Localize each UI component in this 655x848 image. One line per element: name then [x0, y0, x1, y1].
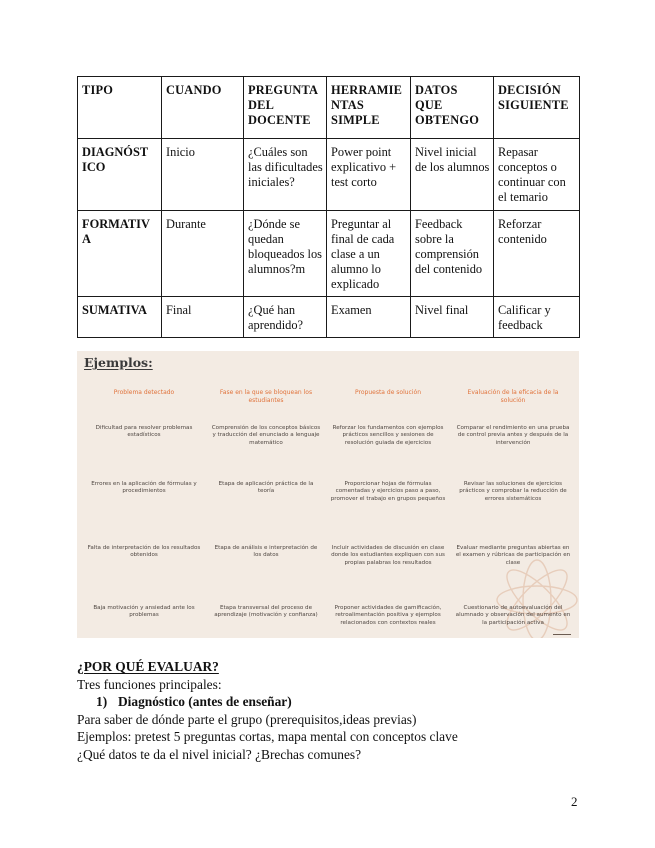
examples-cell: Evaluar mediante preguntas abiertas en el examen y rúbricas de participación en clase: [455, 545, 571, 566]
examples-title: Ejemplos:: [84, 355, 153, 370]
header-datos: DATOS QUE OBTENGO: [411, 77, 494, 139]
header-decision: DECISIÓN SIGUIENTE: [494, 77, 580, 139]
examples-cell: Dificultad para resolver problemas estadísticos: [95, 425, 193, 439]
header-pregunta: PREGUNTA DEL DOCENTE: [244, 77, 327, 139]
cell-pregunta: ¿Dónde se quedan bloqueados los alumnos?m: [244, 211, 327, 297]
cell-cuando: Inicio: [162, 139, 244, 211]
examples-header: Evaluación de la eficacia de la solución: [467, 389, 559, 404]
examples-cell: Proporcionar hojas de fórmulas comentadas y ejercicios paso a paso, promover el trabajo en grupos pequeños: [330, 481, 446, 502]
examples-cell: Proponer actividades de gamificación, retroalimentación positiva y ejemplos relacionados con contextos reales: [334, 605, 442, 626]
table-row: [78, 297, 580, 338]
decorative-line: [553, 634, 571, 636]
examples-cell: Etapa de aplicación práctica de la teoría: [218, 481, 314, 495]
body-text: [77, 658, 577, 764]
examples-header: Fase en la que se bloquean los estudiantes: [219, 389, 313, 404]
cell-herramientas: Preguntar al final de cada clase a un alumno lo explicado: [327, 211, 411, 297]
examples-cell: Cuestionario de autoevaluación del alumnado y observación del aumento en la participación activa: [455, 605, 571, 626]
header-herramientas: HERRAMIE NTAS SIMPLE: [327, 77, 411, 139]
cell-decision: Repasar conceptos o continuar con el temario: [494, 139, 580, 211]
cell-datos: Nivel final: [411, 297, 494, 338]
header-tipo: TIPO: [78, 77, 162, 139]
cell-tipo: FORMATIV A: [78, 211, 162, 297]
intro-line: Tres funciones principales:: [77, 676, 222, 692]
cell-cuando: Final: [162, 297, 244, 338]
table-row: [78, 139, 580, 211]
item-number: 1): [96, 694, 108, 710]
cell-tipo: DIAGNÓST ICO: [78, 139, 162, 211]
examples-header: Propuesta de solución: [355, 389, 421, 396]
examples-cell: Errores en la aplicación de fórmulas y procedimientos: [91, 481, 197, 495]
cell-tipo: SUMATIVA: [78, 297, 162, 338]
examples-cell: Reforzar los fundamentos con ejemplos prácticos sencillos y sesiones de resolución guiada de ejercicios: [332, 425, 444, 446]
cell-cuando: Durante: [162, 211, 244, 297]
section-heading: ¿POR QUÉ EVALUAR?: [77, 659, 219, 674]
examples-image: [77, 351, 579, 638]
examples-cell: Falta de interpretación de los resultados obtenidos: [87, 545, 201, 559]
paragraph-line: Ejemplos: pretest 5 preguntas cortas, mapa mental con conceptos clave: [77, 729, 458, 745]
examples-cell: Incluir actividades de discusión en clase donde los estudiantes expliquen con sus propias palabras los resultados: [331, 545, 445, 566]
table-row: [78, 211, 580, 297]
examples-cell: Etapa transversal del proceso de aprendizaje (motivación y confianza): [214, 605, 318, 619]
cell-datos: Feedback sobre la comprensión del contenido: [411, 211, 494, 297]
evaluation-types-table: [77, 76, 580, 338]
examples-cell: Revisar las soluciones de ejercicios prácticos y comprobar la reducción de errores sistemáticos: [459, 481, 567, 502]
cell-datos: Nivel inicial de los alumnos: [411, 139, 494, 211]
cell-decision: Calificar y feedback: [494, 297, 580, 338]
cell-pregunta: ¿Qué han aprendido?: [244, 297, 327, 338]
examples-grid: [81, 387, 575, 638]
paragraph-line: Para saber de dónde parte el grupo (prerequisitos,ideas previas): [77, 711, 417, 727]
examples-cell: Etapa de análisis e interpretación de los datos: [214, 545, 318, 559]
page-number: 2: [571, 794, 578, 809]
examples-cell: Comprensión de los conceptos básicos y traducción del enunciado a lenguaje matemático: [211, 425, 321, 446]
item-label: Diagnóstico (antes de enseñar): [118, 694, 292, 710]
examples-cell: Baja motivación y ansiedad ante los problemas: [93, 605, 195, 619]
examples-header: Problema detectado: [113, 389, 175, 396]
numbered-item: [77, 693, 577, 711]
paragraph-line: ¿Qué datos te da el nivel inicial? ¿Brechas comunes?: [77, 746, 362, 762]
cell-herramientas: Examen: [327, 297, 411, 338]
table-header-row: [78, 77, 580, 139]
cell-decision: Reforzar contenido: [494, 211, 580, 297]
cell-herramientas: Power point explicativo + test corto: [327, 139, 411, 211]
cell-pregunta: ¿Cuáles son las dificultades iniciales?: [244, 139, 327, 211]
examples-cell: Comparar el rendimiento en una prueba de control previa antes y después de la intervención: [456, 425, 570, 446]
header-cuando: CUANDO: [162, 77, 244, 139]
